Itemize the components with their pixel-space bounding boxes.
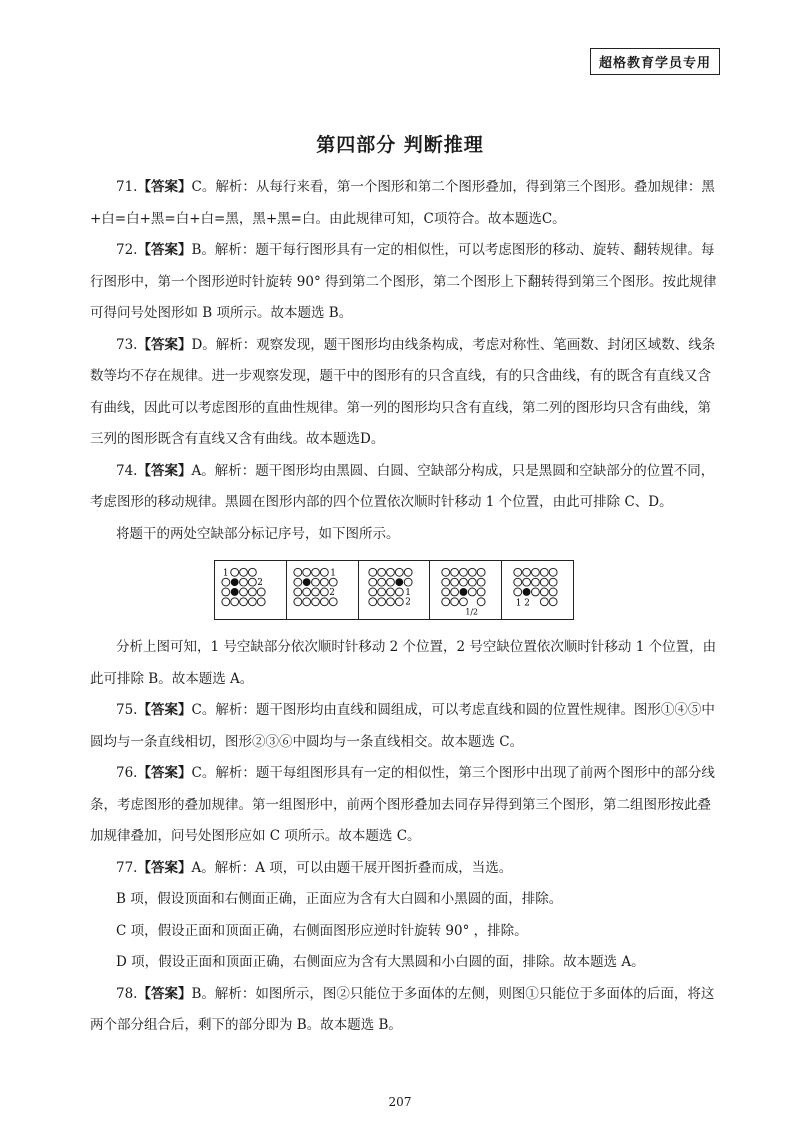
answer-77-option-b: B 项，假设顶面和右侧面正确，正面应为含有大白圆和小黑圆的面，排除。 [116, 891, 563, 907]
figure-label: 2 [329, 587, 335, 598]
figure-intro: 将题干的两处空缺部分标记序号，如下图所示。 [116, 525, 400, 542]
figure-cell-3 [359, 561, 431, 619]
answer-77-option-d: D 项，假设正面和顶面正确，右侧面应为含有大黑圆和小白圆的面，排除。故本题选 A。 [116, 954, 645, 970]
answer-content [90, 172, 718, 1042]
answer-76: 76.【答案】C。解析：题干每组图形具有一定的相似性，第三个图形中出现了前两个图形中的部分线条，考虑图形的叠加规律。第一组图形中，前两个图形叠加去同存异得到第三个图形，第二组图形按此叠加规律叠加，问号处图形应如 C 项所示。故本题选 C。 [90, 765, 715, 844]
circle-grid-figure [214, 560, 574, 620]
figure-cell-5 [502, 561, 573, 619]
figure-cell-2 [287, 561, 359, 619]
answer-74: 74.【答案】A。解析：题干图形均由黑圆、白圆、空缺部分构成，只是黑圆和空缺部分的位置不同，考虑图形的移动规律。黑圆在图形内部的四个位置依次顺时针移动 1 个位置，由此可排除 C、D。 [90, 462, 715, 510]
figure-cell-1 [215, 561, 287, 619]
figure-cell-4 [430, 561, 502, 619]
figure-label: 1/2 [465, 607, 479, 617]
section-title: 第四部分 判断推理 [316, 134, 484, 156]
figure-label: 1 [222, 568, 229, 579]
figure-label: 1 [404, 587, 411, 598]
figure-label: 1 [330, 568, 336, 579]
stamp-label: 超格教育学员专用 [590, 48, 720, 75]
answer-75: 75.【答案】C。解析：题干图形均由直线和圆组成，可以考虑直线和圆的位置性规律。图形①④⑤中圆均与一条直线相切，图形②③⑥中圆均与一条直线相交。故本题选 C。 [90, 702, 715, 750]
page-number: 207 [388, 1095, 412, 1109]
answer-71: 71.【答案】C。解析：从每行来看，第一个图形和第二个图形叠加，得到第三个图形。叠加规律：黑+白=白+黑=白+白=黑，黑+黑=白。由此规律可知，C项符合。故本题选C。 [90, 179, 715, 227]
figure-label: 2 [257, 578, 263, 589]
answer-77-option-c: C 项，假设正面和顶面正确，右侧面图形应逆时针旋转 90° ，排除。 [116, 922, 528, 939]
answer-72: 72.【答案】B。解析：题干每行图形具有一定的相似性，可以考虑图形的移动、旋转、翻转规律。每行图形中，第一个图形逆时针旋转 90° 得到第二个图形，第二个图形上下翻转得到第三个图形。按此规律可得问号处图形如 B 项所示。故本题选 B。 [90, 242, 717, 321]
figure-analysis: 分析上图可知，1 号空缺部分依次顺时针移动 2 个位置，2 号空缺位置依次顺时针移动 1 个位置，由此可排除 B。故本题选 A。 [90, 639, 717, 687]
figure-label: 1 2 [515, 598, 531, 609]
answer-78: 78.【答案】B。解析：如图所示，图②只能位于多面体的左侧，则图①只能位于多面体的后面，将这两个部分组合后，剩下的部分即为 B。故本题选 B。 [90, 985, 715, 1033]
answer-73: 73.【答案】D。解析：观察发现，题干图形均由线条构成，考虑对称性、笔画数、封闭区域数、线条数等均不存在规律。进一步观察发现，题干中的图形有的只含直线，有的只含曲线，有的既含有直线又含有曲线，因此可以考虑图形的直曲性规律。第一列的图形均只含有直线，第二列的图形均只含有曲线，第三列的图形既含有直线又含有曲线。故本题选D。 [90, 336, 716, 447]
answer-77: 77.【答案】A。解析：A 项，可以由题干展开图折叠而成，当选。 [116, 859, 513, 876]
figure-label: 2 [404, 597, 411, 608]
